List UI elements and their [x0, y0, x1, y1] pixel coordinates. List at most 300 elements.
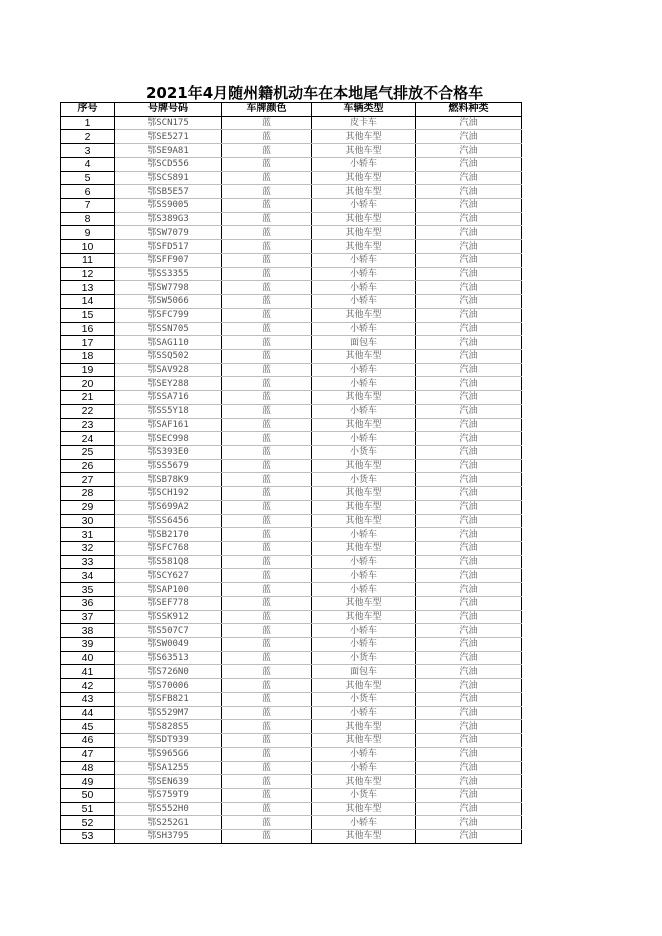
plate-color: 蓝	[222, 391, 312, 405]
plate-number: 鄂SEC998	[115, 432, 222, 446]
plate-color: 蓝	[222, 555, 312, 569]
row-index: 47	[61, 747, 115, 761]
table-row	[61, 720, 522, 734]
vehicle-type: 其他车型	[312, 171, 416, 185]
plate-color: 蓝	[222, 487, 312, 501]
header-fuel-type: 燃料种类	[416, 103, 522, 117]
row-index: 38	[61, 624, 115, 638]
vehicle-type: 其他车型	[312, 130, 416, 144]
plate-number: 鄂S726N0	[115, 665, 222, 679]
plate-number: 鄂SFF907	[115, 253, 222, 267]
plate-color: 蓝	[222, 706, 312, 720]
row-index: 36	[61, 596, 115, 610]
plate-color: 蓝	[222, 500, 312, 514]
vehicle-type: 皮卡车	[312, 116, 416, 130]
table-row	[61, 144, 522, 158]
plate-number: 鄂SCS891	[115, 171, 222, 185]
table-row	[61, 830, 522, 844]
row-index: 7	[61, 199, 115, 213]
plate-color: 蓝	[222, 596, 312, 610]
table-row	[61, 322, 522, 336]
vehicle-type: 小轿车	[312, 295, 416, 309]
plate-number: 鄂S965G6	[115, 747, 222, 761]
vehicle-type: 小轿车	[312, 267, 416, 281]
plate-number: 鄂S507C7	[115, 624, 222, 638]
row-index: 17	[61, 336, 115, 350]
row-index: 49	[61, 775, 115, 789]
plate-number: 鄂SAV928	[115, 363, 222, 377]
plate-number: 鄂SCN175	[115, 116, 222, 130]
vehicle-type: 其他车型	[312, 418, 416, 432]
plate-color: 蓝	[222, 624, 312, 638]
fuel-type: 汽油	[416, 199, 522, 213]
row-index: 18	[61, 349, 115, 363]
plate-color: 蓝	[222, 281, 312, 295]
fuel-type: 汽油	[416, 528, 522, 542]
vehicle-type: 其他车型	[312, 542, 416, 556]
vehicle-type: 其他车型	[312, 596, 416, 610]
plate-number: 鄂SS9005	[115, 199, 222, 213]
header-vehicle-type: 车辆类型	[312, 103, 416, 117]
row-index: 6	[61, 185, 115, 199]
plate-color: 蓝	[222, 761, 312, 775]
vehicle-type: 小货车	[312, 651, 416, 665]
table-row	[61, 404, 522, 418]
fuel-type: 汽油	[416, 583, 522, 597]
plate-color: 蓝	[222, 747, 312, 761]
fuel-type: 汽油	[416, 130, 522, 144]
vehicle-type: 其他车型	[312, 185, 416, 199]
vehicle-type: 其他车型	[312, 802, 416, 816]
plate-number: 鄂SS6456	[115, 514, 222, 528]
vehicle-type: 小轿车	[312, 432, 416, 446]
plate-color: 蓝	[222, 432, 312, 446]
fuel-type: 汽油	[416, 692, 522, 706]
table-row	[61, 391, 522, 405]
plate-number: 鄂SSN705	[115, 322, 222, 336]
fuel-type: 汽油	[416, 679, 522, 693]
plate-color: 蓝	[222, 322, 312, 336]
plate-color: 蓝	[222, 528, 312, 542]
plate-number: 鄂SE5271	[115, 130, 222, 144]
vehicle-type: 小轿车	[312, 569, 416, 583]
plate-color: 蓝	[222, 445, 312, 459]
vehicle-type: 其他车型	[312, 459, 416, 473]
plate-color: 蓝	[222, 816, 312, 830]
row-index: 26	[61, 459, 115, 473]
fuel-type: 汽油	[416, 459, 522, 473]
header-plate-number: 号牌号码	[115, 103, 222, 117]
row-index: 4	[61, 157, 115, 171]
plate-number: 鄂SFC768	[115, 542, 222, 556]
table-row	[61, 638, 522, 652]
plate-color: 蓝	[222, 665, 312, 679]
plate-color: 蓝	[222, 267, 312, 281]
plate-color: 蓝	[222, 802, 312, 816]
fuel-type: 汽油	[416, 295, 522, 309]
vehicle-type: 其他车型	[312, 514, 416, 528]
plate-number: 鄂S581Q8	[115, 555, 222, 569]
row-index: 43	[61, 692, 115, 706]
row-index: 1	[61, 116, 115, 130]
table-row	[61, 130, 522, 144]
row-index: 41	[61, 665, 115, 679]
plate-color: 蓝	[222, 583, 312, 597]
vehicle-type: 小轿车	[312, 363, 416, 377]
fuel-type: 汽油	[416, 253, 522, 267]
plate-color: 蓝	[222, 720, 312, 734]
plate-color: 蓝	[222, 788, 312, 802]
row-index: 12	[61, 267, 115, 281]
vehicle-type: 其他车型	[312, 144, 416, 158]
row-index: 48	[61, 761, 115, 775]
vehicle-type: 其他车型	[312, 308, 416, 322]
plate-color: 蓝	[222, 171, 312, 185]
fuel-type: 汽油	[416, 185, 522, 199]
table-row	[61, 610, 522, 624]
vehicle-type: 小轿车	[312, 747, 416, 761]
row-index: 5	[61, 171, 115, 185]
table-row	[61, 651, 522, 665]
row-index: 8	[61, 212, 115, 226]
plate-color: 蓝	[222, 363, 312, 377]
table-row	[61, 624, 522, 638]
fuel-type: 汽油	[416, 542, 522, 556]
fuel-type: 汽油	[416, 500, 522, 514]
vehicle-type: 小轿车	[312, 816, 416, 830]
plate-number: 鄂SFC799	[115, 308, 222, 322]
fuel-type: 汽油	[416, 322, 522, 336]
table-row	[61, 747, 522, 761]
vehicle-type: 小轿车	[312, 583, 416, 597]
fuel-type: 汽油	[416, 308, 522, 322]
table-row	[61, 734, 522, 748]
plate-number: 鄂SA1255	[115, 761, 222, 775]
table-row	[61, 706, 522, 720]
plate-number: 鄂SAP100	[115, 583, 222, 597]
table-row	[61, 583, 522, 597]
row-index: 2	[61, 130, 115, 144]
row-index: 51	[61, 802, 115, 816]
plate-number: 鄂SSK912	[115, 610, 222, 624]
table-row	[61, 761, 522, 775]
vehicle-type: 其他车型	[312, 487, 416, 501]
table-row	[61, 555, 522, 569]
vehicle-type: 其他车型	[312, 500, 416, 514]
table-row	[61, 487, 522, 501]
vehicle-type: 其他车型	[312, 830, 416, 844]
fuel-type: 汽油	[416, 788, 522, 802]
plate-number: 鄂SB2170	[115, 528, 222, 542]
vehicle-type: 小轿车	[312, 199, 416, 213]
plate-number: 鄂SCY627	[115, 569, 222, 583]
fuel-type: 汽油	[416, 349, 522, 363]
fuel-type: 汽油	[416, 596, 522, 610]
fuel-type: 汽油	[416, 638, 522, 652]
plate-number: 鄂SDT939	[115, 734, 222, 748]
vehicle-type: 小轿车	[312, 404, 416, 418]
vehicle-type: 小货车	[312, 473, 416, 487]
plate-number: 鄂S393E0	[115, 445, 222, 459]
table-row	[61, 418, 522, 432]
header-index: 序号	[61, 103, 115, 117]
fuel-type: 汽油	[416, 555, 522, 569]
vehicle-type: 小轿车	[312, 761, 416, 775]
fuel-type: 汽油	[416, 432, 522, 446]
plate-number: 鄂SS5679	[115, 459, 222, 473]
row-index: 52	[61, 816, 115, 830]
plate-color: 蓝	[222, 514, 312, 528]
plate-number: 鄂S828S5	[115, 720, 222, 734]
fuel-type: 汽油	[416, 665, 522, 679]
table-row	[61, 171, 522, 185]
plate-number: 鄂SEY288	[115, 377, 222, 391]
row-index: 21	[61, 391, 115, 405]
plate-number: 鄂SAF161	[115, 418, 222, 432]
plate-color: 蓝	[222, 253, 312, 267]
fuel-type: 汽油	[416, 363, 522, 377]
table-row	[61, 542, 522, 556]
row-index: 31	[61, 528, 115, 542]
row-index: 15	[61, 308, 115, 322]
plate-color: 蓝	[222, 349, 312, 363]
table-row	[61, 459, 522, 473]
vehicle-type: 其他车型	[312, 212, 416, 226]
plate-number: 鄂SSA716	[115, 391, 222, 405]
vehicle-type: 小轿车	[312, 157, 416, 171]
header-plate-color: 车牌颜色	[222, 103, 312, 117]
fuel-type: 汽油	[416, 816, 522, 830]
plate-number: 鄂SB5E57	[115, 185, 222, 199]
row-index: 16	[61, 322, 115, 336]
vehicle-type: 小轿车	[312, 322, 416, 336]
plate-color: 蓝	[222, 610, 312, 624]
row-index: 25	[61, 445, 115, 459]
fuel-type: 汽油	[416, 445, 522, 459]
plate-number: 鄂SEF778	[115, 596, 222, 610]
table-row	[61, 295, 522, 309]
plate-number: 鄂SW7798	[115, 281, 222, 295]
plate-color: 蓝	[222, 240, 312, 254]
vehicle-type: 小轿车	[312, 528, 416, 542]
plate-color: 蓝	[222, 199, 312, 213]
table-row	[61, 349, 522, 363]
table-row	[61, 281, 522, 295]
plate-number: 鄂SH3795	[115, 830, 222, 844]
plate-color: 蓝	[222, 404, 312, 418]
vehicle-type: 其他车型	[312, 679, 416, 693]
plate-color: 蓝	[222, 185, 312, 199]
row-index: 24	[61, 432, 115, 446]
plate-number: 鄂SFB821	[115, 692, 222, 706]
fuel-type: 汽油	[416, 418, 522, 432]
row-index: 10	[61, 240, 115, 254]
vehicle-type: 小轿车	[312, 624, 416, 638]
row-index: 29	[61, 500, 115, 514]
plate-color: 蓝	[222, 830, 312, 844]
row-index: 40	[61, 651, 115, 665]
vehicle-type: 其他车型	[312, 226, 416, 240]
row-index: 22	[61, 404, 115, 418]
table-row	[61, 679, 522, 693]
plate-number: 鄂S70006	[115, 679, 222, 693]
plate-number: 鄂SW0049	[115, 638, 222, 652]
plate-color: 蓝	[222, 679, 312, 693]
fuel-type: 汽油	[416, 775, 522, 789]
document-title: 2021年4月随州籍机动车在本地尾气排放不合格车	[146, 84, 484, 102]
table-row	[61, 336, 522, 350]
plate-color: 蓝	[222, 569, 312, 583]
table-row	[61, 212, 522, 226]
fuel-type: 汽油	[416, 514, 522, 528]
fuel-type: 汽油	[416, 171, 522, 185]
row-index: 23	[61, 418, 115, 432]
row-index: 44	[61, 706, 115, 720]
table-body	[61, 116, 522, 843]
plate-number: 鄂S252G1	[115, 816, 222, 830]
fuel-type: 汽油	[416, 404, 522, 418]
plate-number: 鄂SCH192	[115, 487, 222, 501]
row-index: 30	[61, 514, 115, 528]
vehicle-type: 小轿车	[312, 281, 416, 295]
plate-color: 蓝	[222, 226, 312, 240]
fuel-type: 汽油	[416, 116, 522, 130]
plate-number: 鄂SFD517	[115, 240, 222, 254]
plate-color: 蓝	[222, 116, 312, 130]
plate-color: 蓝	[222, 651, 312, 665]
fuel-type: 汽油	[416, 624, 522, 638]
plate-number: 鄂SEN639	[115, 775, 222, 789]
vehicle-type: 小轿车	[312, 706, 416, 720]
plate-color: 蓝	[222, 473, 312, 487]
fuel-type: 汽油	[416, 144, 522, 158]
plate-color: 蓝	[222, 144, 312, 158]
plate-color: 蓝	[222, 212, 312, 226]
fuel-type: 汽油	[416, 226, 522, 240]
row-index: 13	[61, 281, 115, 295]
fuel-type: 汽油	[416, 377, 522, 391]
plate-number: 鄂SW7079	[115, 226, 222, 240]
table-row	[61, 775, 522, 789]
fuel-type: 汽油	[416, 267, 522, 281]
plate-color: 蓝	[222, 295, 312, 309]
vehicle-type: 小货车	[312, 445, 416, 459]
plate-number: 鄂SCD556	[115, 157, 222, 171]
plate-color: 蓝	[222, 308, 312, 322]
table-row	[61, 514, 522, 528]
header-row	[61, 103, 522, 117]
table-row	[61, 226, 522, 240]
plate-number: 鄂S699A2	[115, 500, 222, 514]
row-index: 35	[61, 583, 115, 597]
plate-number: 鄂SS3355	[115, 267, 222, 281]
table-row	[61, 788, 522, 802]
plate-number: 鄂SSQ502	[115, 349, 222, 363]
table-row	[61, 473, 522, 487]
row-index: 19	[61, 363, 115, 377]
fuel-type: 汽油	[416, 720, 522, 734]
row-index: 46	[61, 734, 115, 748]
table-row	[61, 363, 522, 377]
plate-number: 鄂SW5066	[115, 295, 222, 309]
row-index: 53	[61, 830, 115, 844]
row-index: 3	[61, 144, 115, 158]
vehicle-type: 其他车型	[312, 610, 416, 624]
table-row	[61, 116, 522, 130]
fuel-type: 汽油	[416, 281, 522, 295]
plate-number: 鄂S759T9	[115, 788, 222, 802]
table-row	[61, 199, 522, 213]
vehicle-type: 其他车型	[312, 734, 416, 748]
plate-number: 鄂S552H0	[115, 802, 222, 816]
vehicle-type: 面包车	[312, 665, 416, 679]
plate-number: 鄂SE9A81	[115, 144, 222, 158]
table-row	[61, 240, 522, 254]
vehicle-type: 其他车型	[312, 349, 416, 363]
fuel-type: 汽油	[416, 569, 522, 583]
plate-color: 蓝	[222, 377, 312, 391]
plate-number: 鄂SB78K9	[115, 473, 222, 487]
fuel-type: 汽油	[416, 610, 522, 624]
plate-color: 蓝	[222, 638, 312, 652]
vehicle-type: 其他车型	[312, 240, 416, 254]
fuel-type: 汽油	[416, 212, 522, 226]
table-row	[61, 665, 522, 679]
table-row	[61, 185, 522, 199]
fuel-type: 汽油	[416, 747, 522, 761]
table-row	[61, 500, 522, 514]
table-row	[61, 816, 522, 830]
fuel-type: 汽油	[416, 391, 522, 405]
table-row	[61, 596, 522, 610]
vehicle-type: 小轿车	[312, 377, 416, 391]
vehicle-table	[60, 102, 522, 844]
row-index: 28	[61, 487, 115, 501]
table-row	[61, 267, 522, 281]
plate-number: 鄂SAG110	[115, 336, 222, 350]
fuel-type: 汽油	[416, 157, 522, 171]
table-row	[61, 308, 522, 322]
table-row	[61, 802, 522, 816]
row-index: 9	[61, 226, 115, 240]
plate-color: 蓝	[222, 734, 312, 748]
row-index: 27	[61, 473, 115, 487]
vehicle-type: 小轿车	[312, 555, 416, 569]
row-index: 42	[61, 679, 115, 693]
plate-color: 蓝	[222, 542, 312, 556]
fuel-type: 汽油	[416, 706, 522, 720]
table-row	[61, 432, 522, 446]
fuel-type: 汽油	[416, 487, 522, 501]
plate-color: 蓝	[222, 336, 312, 350]
row-index: 32	[61, 542, 115, 556]
vehicle-type: 面包车	[312, 336, 416, 350]
table-row	[61, 253, 522, 267]
fuel-type: 汽油	[416, 830, 522, 844]
vehicle-type: 小货车	[312, 692, 416, 706]
vehicle-type: 其他车型	[312, 391, 416, 405]
fuel-type: 汽油	[416, 473, 522, 487]
row-index: 11	[61, 253, 115, 267]
plate-number: 鄂SS5Y18	[115, 404, 222, 418]
plate-color: 蓝	[222, 130, 312, 144]
row-index: 34	[61, 569, 115, 583]
fuel-type: 汽油	[416, 651, 522, 665]
table-row	[61, 157, 522, 171]
vehicle-type: 小轿车	[312, 253, 416, 267]
fuel-type: 汽油	[416, 734, 522, 748]
fuel-type: 汽油	[416, 802, 522, 816]
